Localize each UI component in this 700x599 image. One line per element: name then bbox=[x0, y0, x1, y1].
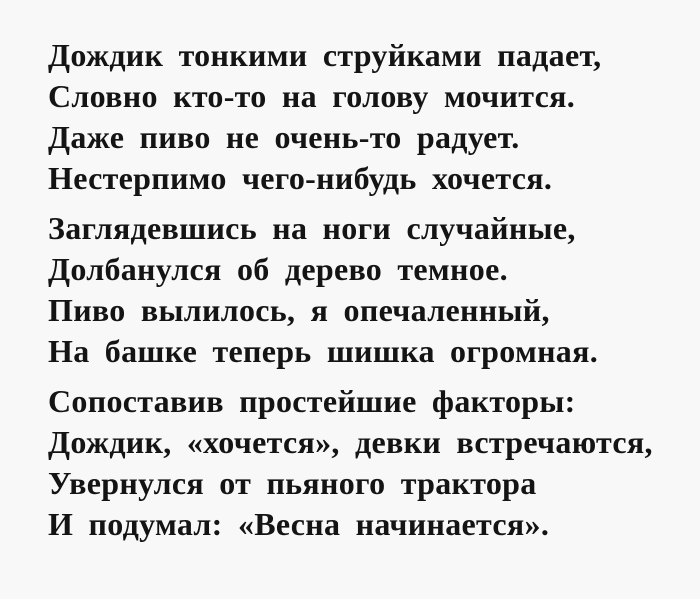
poem-line: Долбанулся об дерево темное. bbox=[48, 251, 508, 287]
poem-line: Даже пиво не очень-то радует. bbox=[48, 119, 520, 155]
poem-line: Пиво вылилось, я опечаленный, bbox=[48, 292, 550, 328]
poem-line: Словно кто-то на голову мочится. bbox=[48, 78, 576, 114]
poem-line: Увернулся от пьяного трактора bbox=[48, 465, 537, 501]
poem-line: И подумал: «Весна начинается». bbox=[48, 506, 550, 542]
stanza-2 bbox=[48, 208, 680, 372]
poem-line: На башке теперь шишка огромная. bbox=[48, 333, 599, 369]
stanza-3 bbox=[48, 381, 680, 545]
poem-line: Нестерпимо чего-нибудь хочется. bbox=[48, 160, 553, 196]
poem-line: Сопоставив простейшие факторы: bbox=[48, 383, 576, 419]
poem-line: Заглядевшись на ноги случайные, bbox=[48, 210, 576, 246]
poem-line: Дождик, «хочется», девки встречаются, bbox=[48, 424, 653, 460]
stanza-1 bbox=[48, 35, 680, 199]
poem-line: Дождик тонкими струйками падает, bbox=[48, 37, 602, 73]
poem-text bbox=[48, 35, 680, 545]
